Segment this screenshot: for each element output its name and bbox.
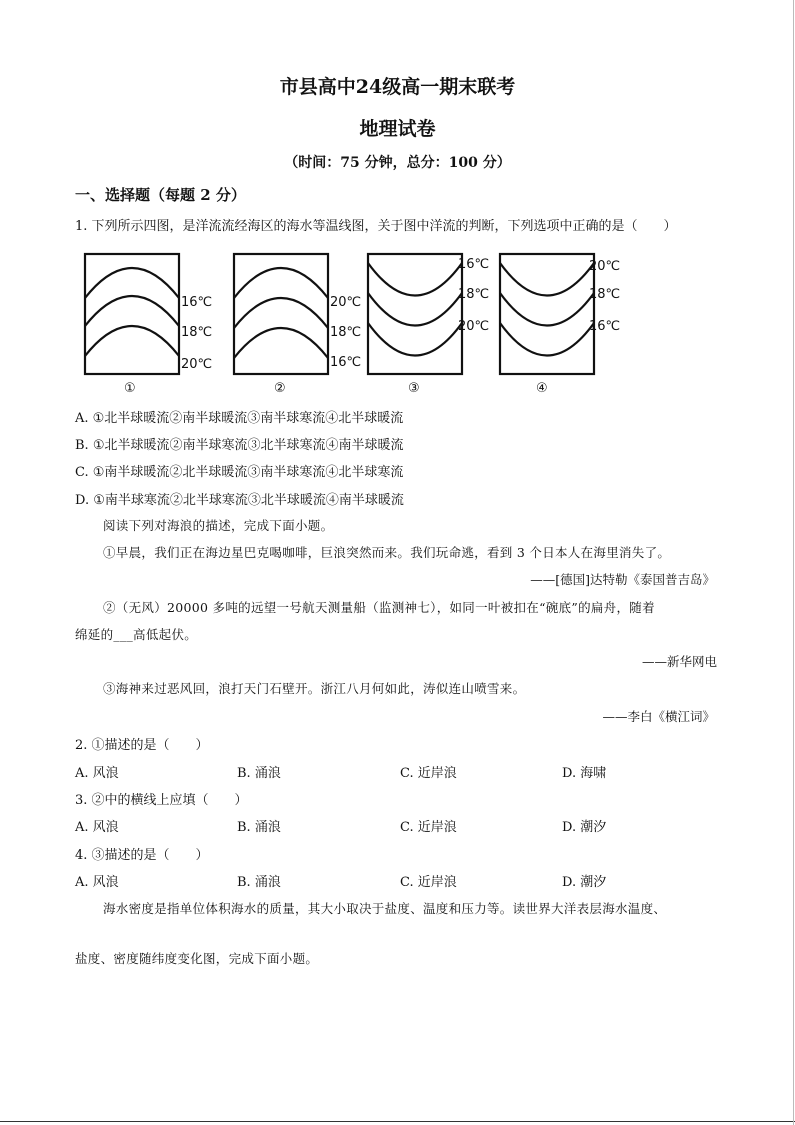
figure-number: ② — [274, 381, 286, 396]
isotherm-line — [368, 323, 462, 356]
isotherm-line — [85, 326, 179, 356]
isotherm-line — [500, 263, 594, 296]
isotherm-line — [368, 293, 462, 326]
passage-p2-line1: ②（无风）20000 多吨的远望一号航天测量船（监测神七），如同一叶被扣在“碗底”的扁舟，随着 — [103, 600, 655, 615]
isotherm-label: 20℃ — [181, 357, 213, 372]
figure-number: ③ — [408, 381, 420, 396]
isotherm-label: 20℃ — [589, 259, 621, 274]
isotherm-figure-2 — [234, 254, 328, 374]
passage-p3: ③海神来过恶风回，浪打天门石壁开。浙江八月何如此，涛似连山喷雪来。 — [103, 681, 526, 696]
isotherm-line — [500, 293, 594, 326]
figure-frame — [85, 254, 179, 374]
isotherm-label: 18℃ — [589, 287, 621, 302]
isotherm-label: 16℃ — [330, 355, 362, 370]
isotherm-label: 16℃ — [589, 319, 621, 334]
page-title: 市县高中24级高一期末联考 — [279, 76, 516, 98]
passage2-line2: 盐度、密度随纬度变化图，完成下面小题。 — [75, 951, 319, 966]
passage-p1: ①早晨，我们正在海边星巴克喝咖啡，巨浪突然而来。我们玩命逃，看到 3 个日本人在海里消失了。 — [103, 545, 671, 560]
passage2-line1: 海水密度是指单位体积海水的质量，其大小取决于盐度、温度和压力等。读世界大洋表层海水温度、 — [103, 901, 667, 916]
passage-intro: 阅读下列对海浪的描述，完成下面小题。 — [103, 518, 334, 533]
q3-option-d[interactable]: D. 潮汐 — [562, 820, 607, 835]
passage-p2-line2: 绵延的___高低起伏。 — [75, 627, 198, 642]
q4-option-b[interactable]: B. 涌浪 — [237, 875, 281, 890]
q3-option-a[interactable]: A. 风浪 — [75, 820, 119, 835]
isotherm-line — [85, 296, 179, 326]
isotherm-line — [368, 263, 462, 296]
isotherm-label: 20℃ — [330, 295, 362, 310]
q2-option-a[interactable]: A. 风浪 — [75, 766, 119, 781]
q4-stem: 4. ③描述的是（ ） — [75, 848, 209, 863]
isotherm-line — [234, 328, 328, 358]
q2-option-c[interactable]: C. 近岸浪 — [400, 766, 457, 781]
q3-stem: 3. ②中的横线上应填（ ） — [75, 793, 248, 808]
q2-option-d[interactable]: D. 海啸 — [562, 766, 607, 781]
passage-p1-source: ——[德国]达特勒《泰国普吉岛》 — [530, 572, 715, 587]
section-heading: 一、选择题（每题 2 分） — [75, 186, 246, 204]
isotherm-line — [234, 298, 328, 328]
isotherm-figures — [80, 248, 640, 398]
page-bottom-border — [0, 1121, 795, 1122]
q3-option-c[interactable]: C. 近岸浪 — [400, 820, 457, 835]
isotherm-label: 16℃ — [181, 295, 213, 310]
q1-stem: 1. 下列所示四图，是洋流流经海区的海水等温线图，关于图中洋流的判断，下列选项中正确的是（ ） — [75, 219, 677, 234]
q1-option-d[interactable]: D. ①南半球寒流②北半球寒流③北半球暖流④南半球暖流 — [75, 493, 404, 508]
q4-option-d[interactable]: D. 潮汐 — [562, 875, 607, 890]
isotherm-label: 20℃ — [458, 319, 490, 334]
q4-option-a[interactable]: A. 风浪 — [75, 875, 119, 890]
q1-option-c[interactable]: C. ①南半球暖流②北半球暖流③南半球寒流④北半球寒流 — [75, 465, 404, 480]
figure-number: ④ — [536, 381, 548, 396]
isotherm-label: 18℃ — [458, 287, 490, 302]
isotherm-figure-4 — [500, 254, 594, 374]
q2-stem: 2. ①描述的是（ ） — [75, 738, 209, 753]
figure-number: ① — [124, 381, 136, 396]
isotherm-label: 18℃ — [330, 325, 362, 340]
q2-option-b[interactable]: B. 涌浪 — [237, 766, 281, 781]
isotherm-line — [85, 268, 179, 298]
isotherm-line — [234, 268, 328, 298]
q3-option-b[interactable]: B. 涌浪 — [237, 820, 281, 835]
q1-option-b[interactable]: B. ①北半球暖流②南半球寒流③北半球寒流④南半球暖流 — [75, 438, 404, 453]
time-info: （时间：75 分钟，总分：100 分） — [284, 155, 511, 171]
isotherm-figure-3 — [368, 254, 462, 374]
isotherm-label: 16℃ — [458, 257, 490, 272]
page-right-border — [793, 0, 794, 1125]
q4-option-c[interactable]: C. 近岸浪 — [400, 875, 457, 890]
isotherm-line — [500, 323, 594, 356]
passage-p2-source: ——新华网电 — [641, 654, 717, 669]
subject-title: 地理试卷 — [359, 118, 436, 140]
isotherm-label: 18℃ — [181, 325, 213, 340]
isotherm-figure-1 — [85, 254, 179, 374]
passage-p3-source: ——李白《横江词》 — [602, 709, 715, 724]
q1-option-a[interactable]: A. ①北半球暖流②南半球暖流③南半球寒流④北半球暖流 — [75, 411, 404, 426]
